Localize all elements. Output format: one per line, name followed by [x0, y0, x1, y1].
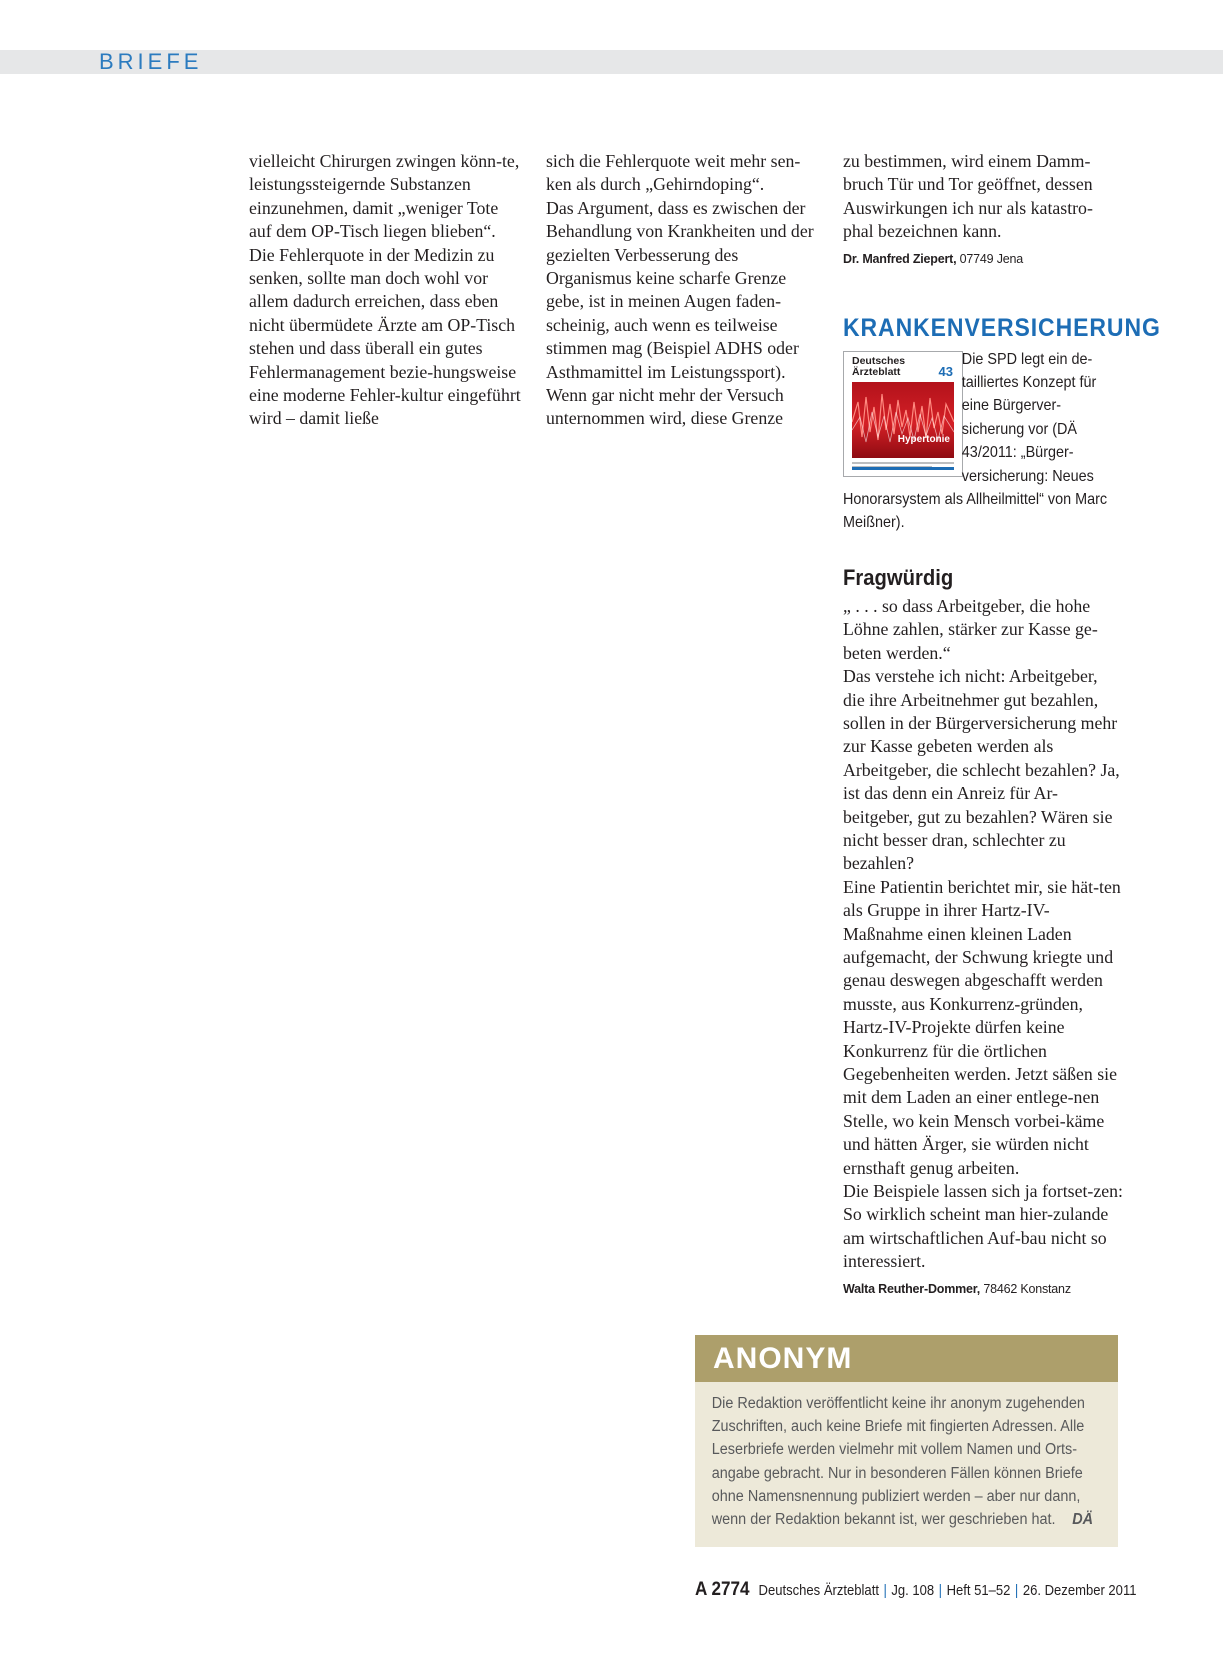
anonym-notice-box: [695, 1335, 1118, 1547]
journal-name: Deutsches Ärzteblatt: [758, 1583, 879, 1599]
column-3-paragraph: Die Beispiele lassen sich ja fortset-zen: So wirklich scheint man hier-zulande am wirtschaftlichen Auf-bau nicht so interessiert.: [843, 1181, 1123, 1272]
column-3-paragraph: Das verstehe ich nicht: Arbeitgeber, die ihre Arbeitnehmer gut bezahlen, sollen in der Bürgerversicherung mehr zur Kasse gebeten werden als Arbeitgeber, die schlecht bezahlen? Ja, ist das denn ein Anreiz für Ar-beitgeber, gut zu bezahlen? Wären sie nicht besser dran, schlechter zu bezahlen?: [843, 666, 1120, 874]
column-1: [249, 150, 521, 431]
column-1-text: vielleicht Chirurgen zwingen könn-te, leistungssteigernde Substanzen einzunehmen, damit „weniger Tote auf dem OP-Tisch liegen blieben“. Die Fehlerquote in der Medizin zu senken, sollte man doch wohl vor allem dadurch erreichen, dass eben nicht übermüdete Ärzte am OP-Tisch stehen und dass überall ein gutes Fehlermanagement bezie-hungsweise eine moderne Fehler-kultur eingeführt wird – damit ließe: [249, 151, 521, 429]
signature-place: 07749 Jena: [959, 251, 1024, 266]
topic-lead: Die SPD legt ein de-tailliertes Konzept für eine Bürgerver-sicherung vor (DÄ 43/2011: „Bürger-versicherung: Neues Honorarsystem als Allheilmittel“ von Marc Meißner).: [843, 350, 1108, 532]
column-2-paragraph: sich die Fehlerquote weit mehr sen-ken als durch „Gehirndoping“.: [546, 151, 801, 195]
publication-date: 26. Dezember 2011: [1022, 1583, 1137, 1599]
page-number: A 2774: [695, 1579, 750, 1600]
column-2-paragraph: Das Argument, dass es zwischen der Behandlung von Krankheiten und der gezielten Verbesserung des Organismus keine scharfe Grenze gebe, ist in meinen Augen faden-scheinig, auch wenn es teilweise stimmen mag (Beispiel ADHS oder Asthmamittel im Leistungssport). Wenn gar nicht mehr der Versuch unternommen wird, diese Grenze: [546, 197, 814, 429]
anonym-box-sign: DÄ: [1072, 1511, 1094, 1529]
column-3-paragraph: zu bestimmen, wird einem Damm-bruch Tür und Tor geöffnet, dessen Auswirkungen ich nur als katastro-phal bezeichnen kann.: [843, 151, 1093, 242]
column-3-paragraph: Eine Patientin berichtet mir, sie hät-ten als Gruppe in ihrer Hartz-IV-Maßnahme einen kleinen Laden aufgemacht, der Schwung kriegte und genau deswegen abgeschafft werden musste, aus Konkurrenz-gründen, Hartz-IV-Projekte dürfen keine Konkurrenz für die örtlichen Gegebenheiten werden. Jetzt säßen sie mit dem Laden an einer entlege-nen Stelle, wo kein Mensch vorbei-käme und hätten Ärger, sie würden nicht ernsthaft genug arbeiten.: [843, 876, 1121, 1178]
anonym-box-title: ANONYM: [695, 1335, 1118, 1382]
page-footer: A 2774 Deutsches Ärzteblatt | Jg. 108 | Heft 51–52 | 26. Dezember 2011: [695, 1579, 1137, 1600]
issue: Heft 51–52: [946, 1583, 1011, 1599]
letter-heading: Fragwürdig: [843, 564, 954, 590]
letter-signature: [843, 250, 1123, 268]
volume: Jg. 108: [891, 1583, 935, 1599]
anonym-box-body: Die Redaktion veröffentlicht keine ihr anonym zugehenden Zuschriften, auch keine Briefe mit fingierten Adressen. Alle Leserbriefe werden vielmehr mit vollem Namen und Orts-angabe gebracht. Nur in besonderen Fällen können Briefe ohne Namensnennung publiziert werden – aber nur dann, wenn der Redaktion bekannt ist, wer geschrieben hat. DÄ: [711, 1395, 1094, 1529]
magazine-logo: Deutsches Ärzteblatt: [852, 354, 906, 378]
issue-number: 43: [938, 363, 953, 379]
column-2: [546, 150, 818, 431]
signature-name: Walta Reuther-Dommer,: [843, 1281, 981, 1296]
section-label: BRIEFE: [99, 49, 203, 74]
signature-place: 78462 Konstanz: [983, 1281, 1071, 1296]
cover-title: Hypertonie: [897, 434, 950, 446]
signature-name: Dr. Manfred Ziepert,: [843, 251, 957, 266]
column-3-paragraph: „ . . . so dass Arbeitgeber, die hohe Löhne zahlen, stärker zur Kasse ge-beten werden.“: [843, 595, 1098, 663]
topic-heading: KRANKENVERSICHERUNG: [843, 313, 1161, 342]
letter-signature: [843, 1280, 1123, 1298]
column-3: [843, 150, 1161, 1298]
